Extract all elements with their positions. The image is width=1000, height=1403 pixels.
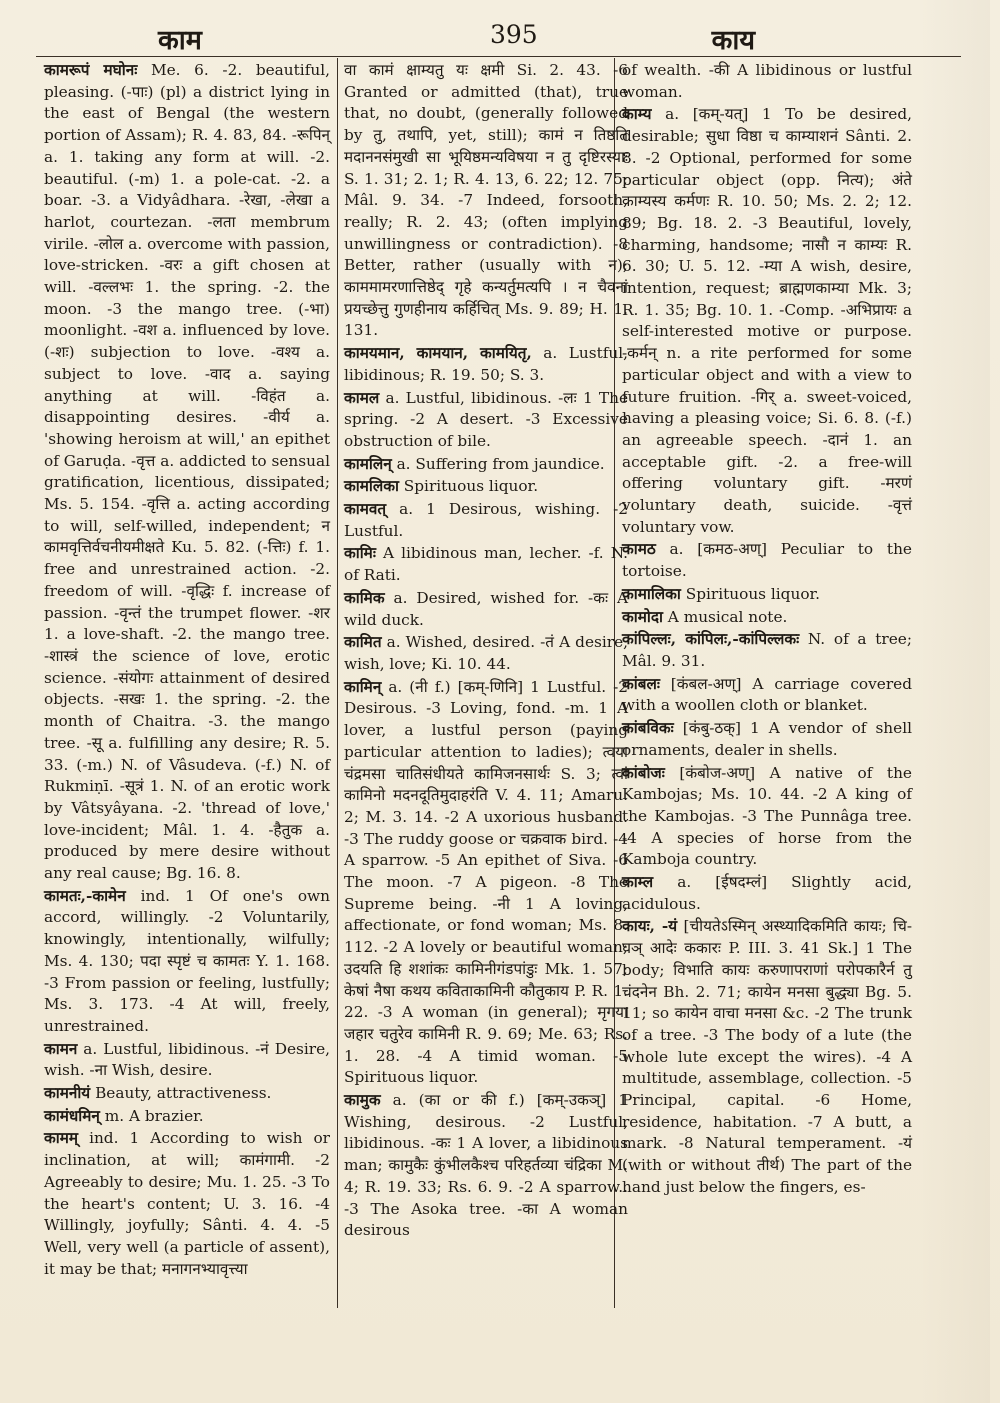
dictionary-entry — [44, 1083, 330, 1105]
dictionary-entry — [622, 674, 912, 717]
entry-definition: N. of a tree; Mâl. 9. 31. — [622, 630, 912, 670]
entry-definition: a. Lustful, libidinous. -नं Desire, wish. -ना Wish, desire. — [44, 1039, 330, 1080]
dictionary-entry — [622, 584, 912, 606]
entry-definition: [कंबल-अण्] A carriage covered with a woollen cloth or blanket. — [622, 674, 912, 715]
entry-headword: कामोदा — [622, 607, 663, 626]
dictionary-entry — [344, 388, 628, 453]
dictionary-entry — [44, 1106, 330, 1128]
dictionary-entry — [622, 763, 912, 872]
dictionary-entry — [344, 499, 628, 542]
entry-headword: कायः, -यं — [622, 917, 678, 936]
dictionary-entry — [344, 60, 628, 342]
dictionary-entry — [344, 454, 628, 476]
entry-definition: a. (नी f.) [कम्-णिनि] 1 Lustful. -2 Desirous. -3 Loving, fond. -m. 1 A lover, a lustful person (paying particular attention to ladies); त्वया चंद्रमसा चातिसंधीयते कामिजनसार्थः S. 3; त्वां कामिनो मदनदूतिमुदाहरंति V. 4. 11; Amaru. 2; M. 3. 14. -2 A uxorious husband. -3 The ruddy goose or चक्रवाक bird. -4 A sparrow. -5 An epithet of Siva. -6 The moon. -7 A pigeon. -8 The Supreme being. -नी 1 A loving, affectionate, or fond woman; Ms. 8. 112. -2 A lovely or beautiful woman; उदयति हि शशांकः कामिनीगंडपांडुः Mk. 1. 57; केषां नैषा कथय कविताकामिनी कौतुकाय P. R. 1. 22. -3 A woman (in general); मृगया जहार चतुरेव कामिनी R. 9. 69; Me. 63; Rs. 1. 28. -4 A timid woman. -5 Spirituous liquor. — [344, 677, 628, 1087]
entry-definition: A libidinous man, lecher. -f. N. of Rati. — [344, 544, 628, 585]
header-rule — [36, 56, 961, 57]
dictionary-entry — [344, 632, 628, 675]
dictionary-entry — [344, 476, 628, 498]
entry-definition: Beauty, attractiveness. — [95, 1084, 272, 1103]
left-running-headword: काम — [158, 25, 202, 56]
entry-headword: कामलिन् — [344, 454, 392, 473]
entry-definition: a. [कम्-यत्] 1 To be desired, desirable; सुधा विष्ठा च काम्याशनं Sânti. 2. 8. -2 Optional, performed for some particular object (opp. नित्य); अंते काम्यस्य कर्मणः R. 10. 50; Ms. 2. 2; 12. 89; Bg. 18. 2. -3 Beautiful, lovely, charming, handsome; नासौ न काम्यः R. 6. 30; U. 5. 12. -म्या A wish, desire, intention, request; ब्राह्मणकाम्या Mk. 3; R. 1. 35; Bg. 10. 1. -Comp. -अभिप्रायः a self-interested motive or purpose. -कर्मन् n. a rite performed for some particular object and with a view to future fruition. -गिर् a. sweet-voiced, having a pleasing voice; Si. 6. 8. (-f.) an agreeable speech. -दानं 1. an acceptable gift. -2. a free-will offering voluntary gift. -मरणं voluntary death, suicide. -वृत्तं voluntary vow. — [622, 105, 912, 536]
dictionary-entry — [344, 1090, 628, 1242]
entry-headword: कांबलः — [622, 674, 660, 693]
entry-definition: a. [कमठ-अण्] Peculiar to the tortoise. — [622, 540, 912, 581]
entry-headword: कामवत् — [344, 500, 387, 519]
entry-headword: कामिः — [344, 544, 376, 563]
entry-definition: a. Wished, desired. -तं A desire, wish, love; Ki. 10. 44. — [344, 633, 628, 673]
entry-definition: a. [ईषदम्लं] Slightly acid, acidulous. — [622, 873, 912, 913]
entry-definition: Spirituous liquor. — [403, 477, 539, 496]
entry-definition: of wealth. -की A libidinous or lustful woman. — [622, 61, 912, 101]
page-header — [40, 14, 960, 58]
dictionary-entry — [622, 872, 912, 915]
entry-headword: कामम् — [44, 1129, 79, 1148]
entry-definition: [कंबोज-अण्] A native of the Kambojas; Ms. 10. 44. -2 A king of the Kambojas. -3 The Punnâga tree. -4 A species of horse from the Kamboja country. — [622, 763, 912, 869]
entry-headword: कामल — [344, 388, 380, 407]
dictionary-entry — [344, 543, 628, 586]
entry-definition: ind. 1 According to wish or inclination, at will; कामंगामी. -2 Agreeably to desire; Mu. 1. 25. -3 To the heart's content; U. 3. 16. -4 Willingly, joyfully; Sânti. 4. 4. -5 Well, very well (a particle of assent), it may be that; मनागनभ्यावृत्त्या — [44, 1129, 330, 1278]
dictionary-entry — [622, 539, 912, 582]
dictionary-entry — [622, 104, 912, 538]
column-divider — [337, 58, 338, 1308]
entry-definition: ind. 1 Of one's own accord, willingly. -2 Voluntarily, knowingly, intentionally, wilfully; Ms. 4. 130; पदा स्पृष्टं च कामतः Y. 1. 168. -3 From passion or feeling, lustfully; Ms. 3. 173. -4 At will, freely, unrestrained. — [44, 886, 330, 1035]
entry-headword: काम्ल — [622, 873, 654, 892]
dictionary-entry — [44, 60, 330, 885]
entry-definition: m. A brazier. — [104, 1106, 204, 1125]
entry-headword: कामनीयं — [44, 1084, 91, 1103]
entry-headword: कामयमान, कामयान, कामयितृ, — [344, 344, 532, 363]
entry-definition: वा कामं क्षाम्यतु यः क्षमी Si. 2. 43. -6 Granted or admitted (that), true that, no doubt, (generally followed by तु, तथापि, yet, still); कामं न तिष्ठति मदाननसंमुखी सा भूयिष्ठमन्यविषया न तु दृष्टिरस्याः S. 1. 31; 2. 1; R. 4. 13, 6. 22; 12. 75; Mâl. 9. 34. -7 Indeed, forsooth, really; R. 2. 43; (often implying unwillingness or contradiction). -8 Better, rather (usually with न); काममामरणात्तिष्ठेद् गृहे कन्यर्तुमत्यपि । न चैवनां प्रयच्छेत्तु गुणहीनाय कर्हिचित् Ms. 9. 89; H. 1. 131. — [344, 61, 628, 340]
entry-headword: काम्य — [622, 105, 652, 124]
entry-definition: a. (का or की f.) [कम्-उकञ्] 1 Wishing, desirous. -2 Lustful, libidinous. -कः 1 A lover, a libidinous man; कामुकैः कुंभीलकैश्च परिहर्तव्या चंद्रिका M. 4; R. 19. 33; Rs. 6. 9. -2 A sparrow.. -3 The Asoka tree. -का A woman desirous — [344, 1091, 628, 1240]
page-number: 395 — [490, 20, 538, 49]
entry-headword: कामठ — [622, 540, 656, 559]
dictionary-entry — [344, 343, 628, 386]
entry-headword: कामन — [44, 1039, 78, 1058]
dictionary-entry — [44, 886, 330, 1038]
entry-definition: [चीयतेऽस्मिन् अस्थ्यादिकमिति कायः; चि-घञ् आदेः ककारः P. III. 3. 41 Sk.] 1 The body; विभाति कायः करुणापराणां परोपकारैर्न तु चंदनेन Bh. 2. 71; कायेन मनसा बुद्ध्या Bg. 5. 11; so कायेन वाचा मनसा &c. -2 The trunk of a tree. -3 The body of a lute (the whole lute except the wires). -4 A multitude, assemblage, collection. -5 Principal, capital. -6 Home, residence, habitation. -7 A butt, a mark. -8 Natural temperament. -यं (with or without तीर्थ) The part of the hand just below the fingers, es- — [622, 917, 912, 1196]
dictionary-entry — [622, 629, 912, 672]
entry-definition: a. Lustful, libidinous. -लः 1 The spring. -2 A desert. -3 Excessive obstruction of bile. — [344, 388, 628, 450]
entry-headword: कामिन् — [344, 677, 382, 696]
dictionary-entry — [44, 1039, 330, 1082]
entry-headword: कामिक — [344, 588, 385, 607]
entry-headword: कामलिका — [344, 477, 399, 496]
entry-headword: कांबविकः — [622, 719, 674, 738]
entry-definition: Me. 6. -2. beautiful, pleasing. (-पाः) (pl) a district lying in the east of Bengal (the western portion of Assam); R. 4. 83, 84. -रूपिन् a. 1. taking any form at will. -2. beautiful. (-m) 1. a pole-cat. -2. a boar. -3. a Vidyâdhara. -रेखा, -लेखा a harlot, courtezan. -लता membrum virile. -लोल a. overcome with passion, love-stricken. -वरः a gift chosen at will. -वल्लभः 1. the spring. -2. the moon. -3 the mango tree. (-भा) moonlight. -वश a. influenced by love. (-शः) subjection to love. -वश्य a. subject to love. -वाद a. saying anything at will. -विहंत a. disappointing desires. -वीर्य a. 'showing heroism at will,' an epithet of Garuḍa. -वृत्त a. addicted to sensual gratification, licentious, dissipated; Ms. 5. 154. -वृत्ति a. acting according to will, self-willed, independent; न कामवृत्तिर्वचनीयमीक्षते Ku. 5. 82. (-त्तिः) f. 1. free and unrestrained action. -2. freedom of will. -वृद्धिः f. increase of passion. -वृन्तं the trumpet flower. -शर 1. a love-shaft. -2. the mango tree. -शास्त्रं the science of love, erotic science. -संयोगः attainment of desired objects. -सखः 1. the spring. -2. the month of Chaitra. -3. the mango tree. -सू a. fulfilling any desire; R. 5. 33. (-m.) N. of Vâsudeva. (-f.) N. of Rukmiṇī. -सूत्रं 1. N. of an erotic work by Vâtsyâyana. -2. 'thread of love,' love-incident; Mâl. 1. 4. -हैतुक a. produced by mere desire without any real cause; Bg. 16. 8. — [44, 61, 330, 883]
dictionary-entry — [44, 1128, 330, 1280]
column-3 — [622, 60, 912, 1200]
entry-definition: [कंबु-ठक्] 1 A vendor of shell ornaments, dealer in shells. — [622, 719, 912, 759]
dictionary-entry — [344, 677, 628, 1089]
entry-definition: a. 1 Desirous, wishing. -2 Lustful. — [344, 500, 628, 540]
column-1 — [44, 60, 330, 1281]
entry-definition: Spirituous liquor. — [685, 584, 821, 603]
dictionary-entry — [344, 588, 628, 631]
entry-headword: कामतः,-कामेन — [44, 886, 126, 905]
entry-definition: a. Lustful, libidinous; R. 19. 50; S. 3. — [344, 344, 628, 384]
page-edge-shading — [920, 0, 990, 1403]
entry-definition: a. Suffering from jaundice. — [396, 454, 605, 473]
entry-definition: A musical note. — [667, 607, 788, 626]
column-2 — [344, 60, 628, 1243]
right-running-headword: काय — [711, 25, 755, 56]
dictionary-entry — [622, 607, 912, 629]
dictionary-entry — [622, 60, 912, 103]
dictionary-entry — [622, 916, 912, 1198]
dictionary-entry — [622, 718, 912, 761]
entry-headword: कामुक — [344, 1091, 381, 1110]
entry-headword: कामंधमिन् — [44, 1106, 100, 1125]
entry-headword: कामित — [344, 633, 382, 652]
entry-definition: a. Desired, wished for. -कः A wild duck. — [344, 588, 628, 629]
entry-headword: कामालिका — [622, 584, 681, 603]
entry-headword: कांपिल्लः, कांपिलः,-कांपिल्लकः — [622, 630, 800, 649]
entry-headword: कामरूपं मघोनः — [44, 61, 138, 79]
entry-headword: कांबोजः — [622, 763, 665, 782]
